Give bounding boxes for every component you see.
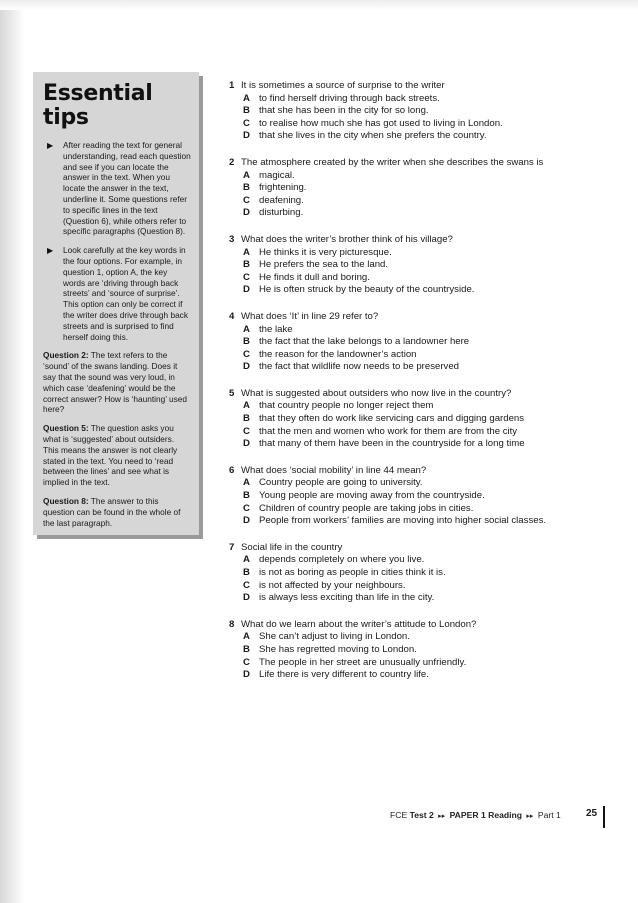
option-letter: D	[243, 592, 250, 604]
option	[229, 631, 574, 644]
option	[229, 669, 574, 682]
tip-paragraph-text: The question asks you what is ‘suggested’ about outsiders. This means the answer is not clearly stated in the text. You need to ‘read between the lines’ and see what is implied in the text.	[43, 423, 178, 488]
option	[229, 592, 574, 605]
option	[229, 207, 574, 220]
option	[229, 503, 574, 516]
option	[229, 324, 574, 337]
option	[229, 580, 574, 593]
question-number: 7	[229, 541, 235, 553]
option	[229, 247, 574, 260]
question-3	[229, 234, 574, 297]
footer-arrow-icon: ▸▸	[526, 813, 534, 820]
option-letter: B	[243, 567, 250, 578]
option-text: He thinks it is very picturesque.	[259, 246, 392, 258]
option	[229, 130, 574, 143]
footer-exam: FCE	[390, 810, 408, 820]
tip-paragraph	[43, 496, 191, 528]
option-text: Life there is very different to country life.	[259, 669, 429, 681]
option	[229, 105, 574, 118]
option	[229, 515, 574, 528]
option-text: that the men and women who work for them are from the city	[259, 425, 518, 437]
question-text: Social life in the country	[241, 541, 343, 553]
option	[229, 361, 574, 374]
tip-bullet	[43, 245, 191, 342]
question-1	[229, 80, 574, 143]
footer-paper: PAPER 1	[449, 810, 486, 820]
option-letter: C	[243, 656, 250, 668]
question-text: What do we learn about the writer’s attitude to London?	[241, 618, 477, 630]
option-text: frightening.	[259, 182, 307, 194]
question-stem	[229, 157, 574, 170]
option-letter: A	[243, 92, 250, 104]
question-stem	[229, 234, 574, 247]
question-5	[229, 388, 574, 451]
tip-bullet-text: Look carefully at the key words in the four options. For example, in question 1, option A, the key words are ‘driving through back streets’ and ‘source of surprise’. This option can only be correct if the writer does drive through back streets and is surprised to find herself doing this.	[63, 245, 188, 342]
tip-paragraph-text: The text refers to the ‘sound’ of the swans landing. Does it say that the sound was very loud, in which case ‘deafening’ would be the correct answer? How is ‘haunting’ used here?	[43, 350, 188, 415]
question-stem	[229, 388, 574, 401]
option-letter: A	[243, 400, 250, 412]
option-text: She can’t adjust to living in London.	[259, 631, 410, 643]
page-number-bar	[603, 806, 605, 828]
tip-bullet-text: After reading the text for general understanding, read each question and see if you can locate the answer in the text. When you locate the answer in the text, underline it. Some questions refer to specific lines in the text (Question 6), while others refer to specific paragraphs (Question 8).	[63, 140, 191, 237]
bullet-arrow-icon: ▶	[47, 246, 54, 256]
option	[229, 657, 574, 670]
option-text: the fact that the lake belongs to a landowner here	[259, 336, 470, 348]
option-letter: D	[243, 438, 250, 450]
question-number: 5	[229, 387, 235, 399]
option-letter: D	[243, 361, 250, 373]
option-text: She has regretted moving to London.	[259, 643, 417, 655]
question-number: 6	[229, 464, 235, 476]
option-letter: A	[243, 477, 250, 489]
page-footer	[390, 810, 610, 820]
option-letter: B	[243, 105, 250, 117]
option-letter: A	[243, 554, 250, 566]
question-2	[229, 157, 574, 220]
option	[229, 118, 574, 131]
option-text: the fact that wildlife now needs to be preserved	[259, 361, 459, 373]
option-letter: B	[243, 490, 250, 502]
option-text: to realise how much she has got used to living in London.	[259, 117, 503, 129]
option-text: He is often struck by the beauty of the countryside.	[259, 284, 475, 296]
option-letter: D	[243, 669, 250, 681]
question-stem	[229, 619, 574, 632]
tip-paragraph-lead: Question 8:	[43, 495, 89, 506]
option	[229, 272, 574, 285]
option	[229, 182, 574, 195]
option-text: disturbing.	[259, 207, 304, 219]
option-letter: C	[243, 348, 250, 360]
option-text: that she lives in the city when she prefers the country.	[259, 130, 487, 142]
option-letter: B	[243, 336, 250, 348]
question-stem	[229, 80, 574, 93]
question-number: 2	[229, 156, 235, 168]
option-text: that she has been in the city for so long.	[259, 105, 429, 117]
option-text: Young people are moving away from the countryside.	[259, 490, 485, 502]
question-8	[229, 619, 574, 682]
question-number: 8	[229, 618, 235, 630]
option-text: that country people no longer reject them	[259, 400, 434, 412]
option	[229, 438, 574, 451]
option-letter: A	[243, 169, 250, 181]
option	[229, 426, 574, 439]
option-letter: D	[243, 130, 250, 142]
option-letter: D	[243, 515, 250, 527]
option	[229, 490, 574, 503]
option	[229, 400, 574, 413]
option-letter: D	[243, 284, 250, 296]
option	[229, 284, 574, 297]
essential-tips-box	[33, 72, 199, 535]
tip-paragraph	[43, 350, 191, 415]
option-text: is not as boring as people in cities think it is.	[259, 567, 446, 578]
question-text: It is sometimes a source of surprise to the writer	[241, 80, 445, 91]
question-6	[229, 465, 574, 528]
option-text: the reason for the landowner’s action	[259, 348, 417, 360]
option-letter: A	[243, 631, 250, 643]
option-letter: C	[243, 194, 250, 206]
tip-paragraph-lead: Question 2:	[43, 350, 89, 361]
tip-paragraph	[43, 423, 191, 488]
option-letter: B	[243, 182, 250, 194]
question-stem	[229, 542, 574, 555]
page-top-shadow	[0, 0, 638, 10]
option-text: He prefers the sea to the land.	[259, 259, 389, 271]
question-text: What is suggested about outsiders who now live in the country?	[241, 387, 512, 399]
option	[229, 336, 574, 349]
option	[229, 93, 574, 106]
option-text: that many of them have been in the countryside for a long time	[259, 438, 525, 450]
option-text: is not affected by your neighbours.	[259, 579, 406, 591]
option-text: that they often do work like servicing cars and digging gardens	[259, 413, 525, 425]
option	[229, 554, 574, 567]
option-text: to find herself driving through back streets.	[259, 92, 440, 104]
option-letter: A	[243, 246, 250, 258]
option	[229, 413, 574, 426]
question-number: 3	[229, 233, 235, 245]
question-number: 4	[229, 310, 235, 322]
option-text: depends completely on where you live.	[259, 554, 425, 566]
footer-part: Part 1	[537, 810, 561, 820]
option-letter: B	[243, 413, 250, 425]
question-4	[229, 311, 574, 374]
tips-title: Essential tips	[43, 81, 153, 130]
tip-paragraph-text: The answer to this question can be found in the whole of the last paragraph.	[43, 495, 181, 528]
option	[229, 170, 574, 183]
footer-arrow-icon: ▸▸	[438, 813, 446, 820]
option	[229, 259, 574, 272]
option-text: Children of country people are taking jobs in cities.	[259, 502, 474, 514]
option	[229, 477, 574, 490]
option-text: Country people are going to university.	[259, 477, 423, 489]
option-letter: D	[243, 207, 250, 219]
option	[229, 349, 574, 362]
option-text: deafening.	[259, 194, 304, 206]
option-text: He finds it dull and boring.	[259, 271, 370, 283]
tip-paragraph-lead: Question 5:	[43, 423, 89, 434]
question-7	[229, 542, 574, 605]
question-text: The atmosphere created by the writer when she describes the swans is	[241, 156, 544, 168]
footer-test-number: Test 2	[409, 810, 434, 820]
question-number: 1	[229, 80, 235, 91]
option-text: the lake	[259, 323, 293, 335]
page-number: 25	[586, 808, 598, 819]
question-text: What does the writer’s brother think of his village?	[241, 233, 453, 245]
option-text: is always less exciting than life in the city.	[259, 592, 435, 604]
option-letter: B	[243, 643, 250, 655]
option-letter: A	[243, 323, 250, 335]
option-letter: C	[243, 579, 250, 591]
option-letter: C	[243, 117, 250, 129]
option-letter: C	[243, 502, 250, 514]
option-letter: C	[243, 425, 250, 437]
option-text: The people in her street are unusually unfriendly.	[259, 656, 467, 668]
option-letter: C	[243, 271, 250, 283]
footer-section: Reading	[488, 810, 523, 820]
option-letter: B	[243, 259, 250, 271]
question-list	[229, 80, 574, 696]
option	[229, 567, 574, 580]
question-stem	[229, 465, 574, 478]
question-text: What does ‘social mobility’ in line 44 mean?	[241, 464, 427, 476]
page-binding-shadow	[0, 0, 24, 903]
tip-bullet	[43, 140, 191, 237]
option-text: People from workers’ families are moving into higher social classes.	[259, 515, 547, 527]
question-stem	[229, 311, 574, 324]
option	[229, 644, 574, 657]
question-text: What does ‘It’ in line 29 refer to?	[241, 310, 379, 322]
bullet-arrow-icon: ▶	[47, 141, 54, 150]
option-text: magical.	[259, 169, 295, 181]
option	[229, 195, 574, 208]
